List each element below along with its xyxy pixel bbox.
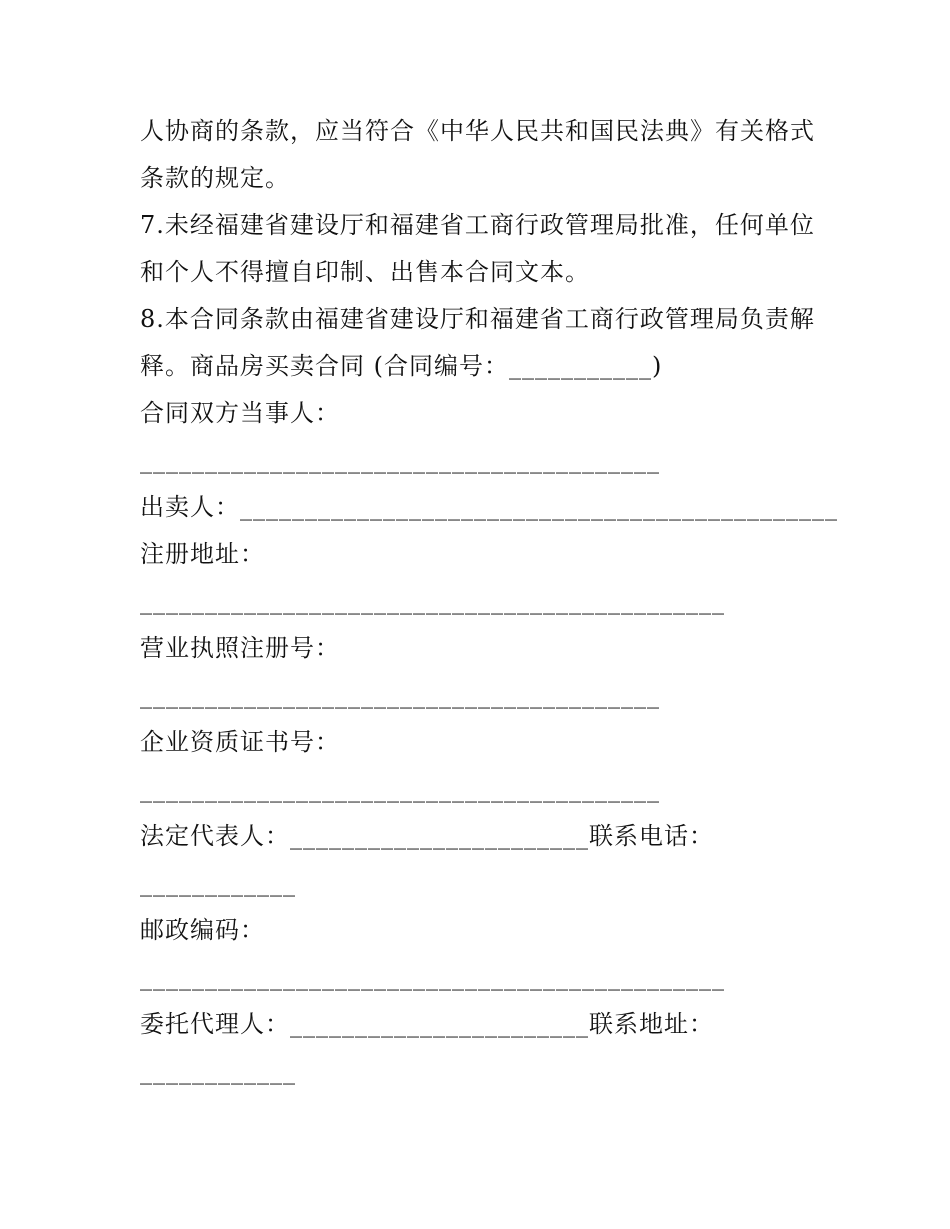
postal-code-blank: _____________________________________________ — [140, 963, 725, 991]
contract-page — [140, 108, 838, 1095]
clause-8-line-1: 8.本合同条款由福建省建设厅和福建省工商行政管理局负责解 — [140, 305, 815, 333]
registered-address-blank: _____________________________________________ — [140, 587, 725, 615]
postal-code-label: 邮政编码： — [140, 916, 265, 944]
agent-address-blank: ____________ — [140, 1057, 296, 1085]
clause-7-line-1: 7.未经福建省建设厅和福建省工商行政管理局批准，任何单位 — [140, 211, 815, 239]
clause-6-continuation-line-2: 条款的规定。 — [140, 164, 290, 192]
qualification-cert-blank: ________________________________________ — [140, 775, 660, 803]
agent-address-field: 委托代理人：_______________________联系地址： — [140, 1010, 714, 1038]
business-license-blank: ________________________________________ — [140, 681, 660, 709]
clause-7-line-2: 和个人不得擅自印制、出售本合同文本。 — [140, 258, 590, 286]
clause-6-continuation-line-1: 人协商的条款，应当符合《中华人民共和国民法典》有关格式 — [140, 117, 815, 145]
registered-address-label: 注册地址： — [140, 540, 265, 568]
seller-field: 出卖人：______________________________________________ — [140, 493, 838, 521]
parties-heading: 合同双方当事人： — [140, 399, 340, 427]
legal-rep-phone-field: 法定代表人：_______________________联系电话： — [140, 822, 714, 850]
legal-rep-phone-blank: ____________ — [140, 869, 296, 897]
clause-8-line-2-contract-number: 释。商品房买卖合同 (合同编号：___________) — [140, 352, 663, 380]
qualification-cert-label: 企业资质证书号： — [140, 728, 340, 756]
business-license-label: 营业执照注册号： — [140, 634, 340, 662]
parties-blank-line: ________________________________________ — [140, 446, 660, 474]
